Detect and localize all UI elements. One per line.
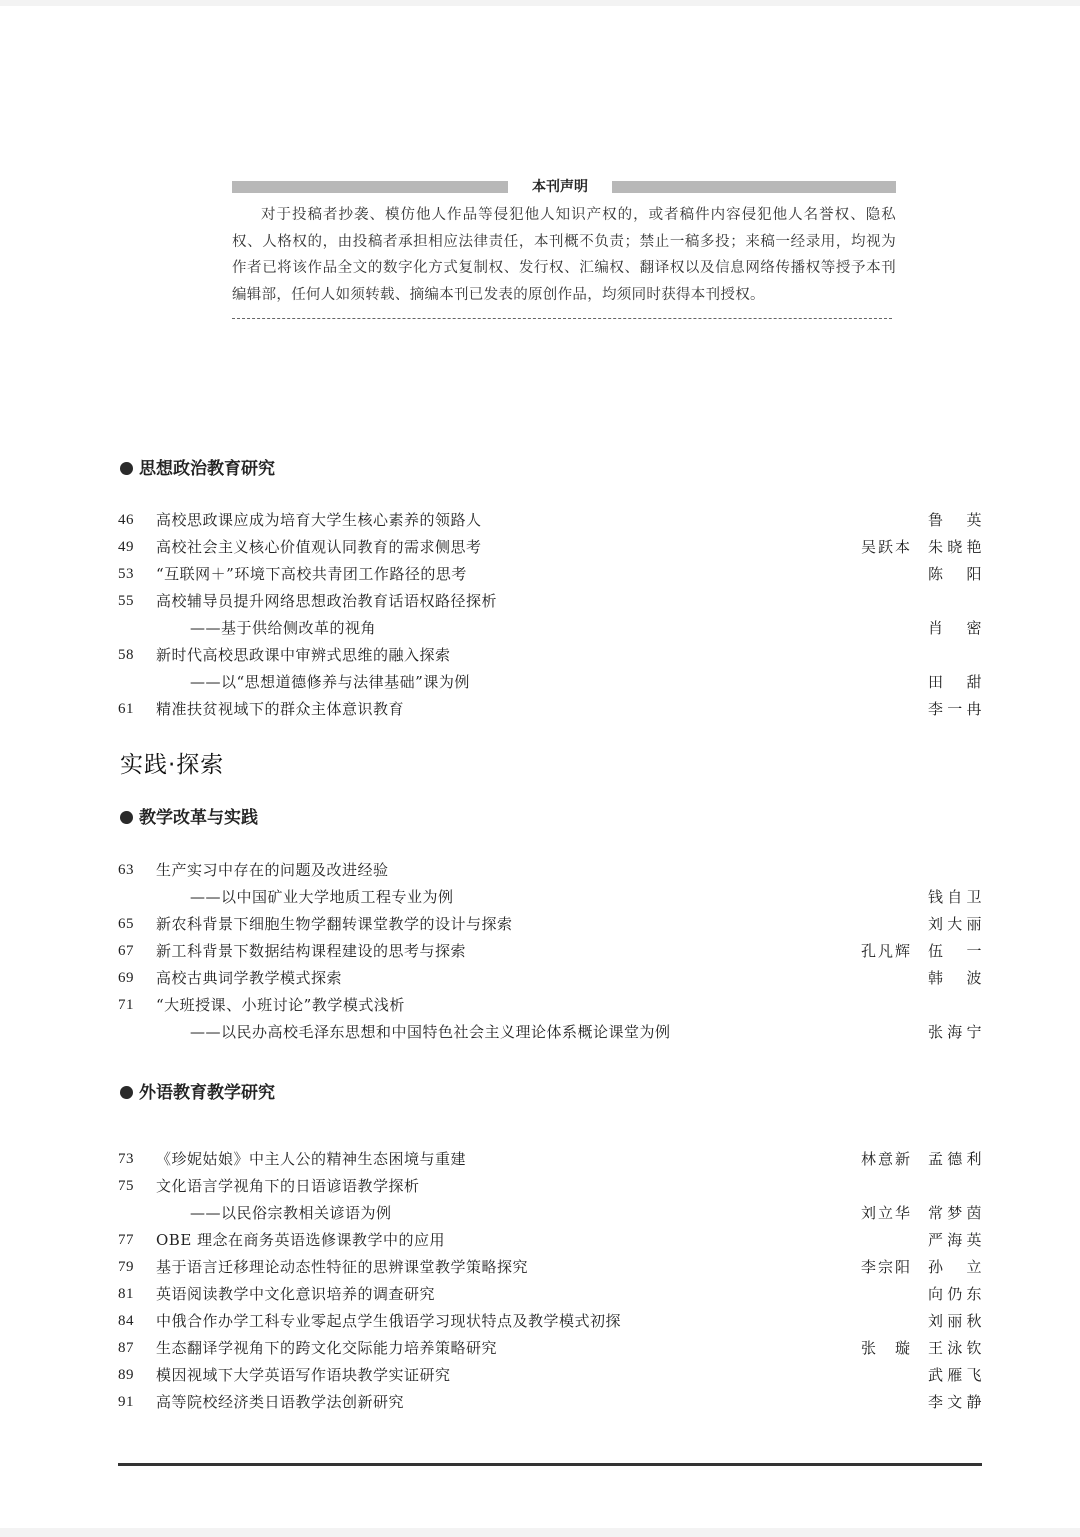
toc-entry[interactable] [118,911,982,938]
toc-entry[interactable] [118,1227,982,1254]
author: 伍 一 [928,942,982,960]
article-title: 中俄合作办学工科专业零起点学生俄语学习现状特点及教学模式初探 [156,1312,622,1330]
toc-entry[interactable] [118,965,982,992]
page-number: 65 [118,916,134,932]
section-heading-teaching-reform [120,806,258,830]
bottom-divider [118,1463,982,1466]
author: 田 甜 [928,673,982,691]
article-title: 生产实习中存在的问题及改进经验 [156,861,389,879]
page-number: 91 [118,1394,134,1410]
article-title: 高校思政课应成为培育大学生核心素养的领路人 [156,511,482,529]
journal-statement [232,176,896,319]
page-number: 71 [118,997,134,1013]
article-title: 文化语言学视角下的日语谚语教学探析 [156,1177,420,1195]
co-author: 林意新 [860,1150,912,1168]
page-number: 58 [118,647,134,663]
article-subtitle: ——以民办高校毛泽东思想和中国特色社会主义理论体系概论课堂为例 [190,1023,671,1041]
page-number: 73 [118,1151,134,1167]
article-subtitle: ——以中国矿业大学地质工程专业为例 [190,888,454,906]
article-title: 基于语言迁移理论动态性特征的思辨课堂教学策略探究 [156,1258,529,1276]
toc-entry-subtitle[interactable] [118,884,982,911]
page-top-edge [0,0,1080,6]
co-author: 张 璇 [860,1339,912,1357]
article-title: 高校社会主义核心价值观认同教育的需求侧思考 [156,538,482,556]
author: 肖 密 [928,619,982,637]
page-number: 61 [118,701,134,717]
author: 严海英 [928,1231,982,1249]
author: 李文静 [928,1393,982,1411]
article-title: 《珍妮姑娘》中主人公的精神生态困境与重建 [156,1150,467,1168]
toc-entry[interactable] [118,1389,982,1416]
toc-entry-subtitle[interactable] [118,669,982,696]
page-number: 55 [118,593,134,609]
toc-entry[interactable] [118,1281,982,1308]
toc-entry[interactable] [118,1362,982,1389]
article-title: 新时代高校思政课中审辨式思维的融入探索 [156,646,451,664]
toc-entry[interactable] [118,561,982,588]
toc-entry[interactable] [118,1146,982,1173]
page-number: 46 [118,512,134,528]
article-subtitle: ——以民俗宗教相关谚语为例 [190,1204,392,1222]
author: 常梦茵 [928,1204,982,1222]
co-author: 孔凡辉 [860,942,912,960]
column-heading: 实践·探索 [120,752,225,778]
toc-entry-subtitle[interactable] [118,615,982,642]
co-author: 刘立华 [860,1204,912,1222]
toc-entry[interactable] [118,1335,982,1362]
page-number: 84 [118,1313,134,1329]
section-heading-label: 外语教育教学研究 [139,1083,275,1103]
section-heading-label: 教学改革与实践 [139,808,258,828]
header-bar-left [232,181,508,193]
article-title: 高校古典词学教学模式探索 [156,969,343,987]
page-number: 77 [118,1232,134,1248]
bullet-icon [120,462,133,475]
author: 李一冉 [928,700,982,718]
toc-entry[interactable] [118,642,982,669]
page-number: 89 [118,1367,134,1383]
article-subtitle: ——以“思想道德修养与法律基础”课为例 [190,673,470,691]
toc-entry[interactable] [118,588,982,615]
article-title: 模因视域下大学英语写作语块教学实证研究 [156,1366,451,1384]
page-number: 63 [118,862,134,878]
article-title: “互联网＋”环境下高校共青团工作路径的思考 [156,565,467,583]
toc-entry[interactable] [118,507,982,534]
author: 武雁飞 [928,1366,982,1384]
article-title: 新农科背景下细胞生物学翻转课堂教学的设计与探索 [156,915,513,933]
page-bottom-edge [0,1528,1080,1537]
author: 朱晓艳 [928,538,982,556]
toc-entry-subtitle[interactable] [118,1200,982,1227]
article-title: “大班授课、小班讨论”教学模式浅析 [156,996,405,1014]
page-number: 75 [118,1178,134,1194]
author: 张海宁 [928,1023,982,1041]
page-number: 69 [118,970,134,986]
section-heading-label: 思想政治教育研究 [139,459,275,479]
page-number: 49 [118,539,134,555]
author: 孟德利 [928,1150,982,1168]
section-heading-ideological [120,457,275,481]
toc-entry[interactable] [118,857,982,884]
author: 陈 阳 [928,565,982,583]
co-author: 李宗阳 [860,1258,912,1276]
toc-entry[interactable] [118,696,982,723]
article-title: 英语阅读教学中文化意识培养的调查研究 [156,1285,436,1303]
section-heading-foreign-language [120,1081,275,1105]
author: 钱自卫 [928,888,982,906]
toc-entry[interactable] [118,1308,982,1335]
dashed-divider [232,318,892,319]
page-number: 53 [118,566,134,582]
article-title: 生态翻译学视角下的跨文化交际能力培养策略研究 [156,1339,498,1357]
toc-entry[interactable] [118,534,982,561]
article-title: 精准扶贫视域下的群众主体意识教育 [156,700,405,718]
statement-header [232,176,896,198]
statement-body: 对于投稿者抄袭、模仿他人作品等侵犯他人知识产权的，或者稿件内容侵犯他人名誉权、隐私权、人格权的，由投稿者承担相应法律责任，本刊概不负责；禁止一稿多投；来稿一经录用，均视为作者已将该作品全文的数字化方式复制权、发行权、汇编权、翻译权以及信息网络传播权等授予本刊编辑部，任何人如须转载、摘编本刊已发表的原创作品，均须同时获得本刊授权。 [232,207,896,303]
page-number: 67 [118,943,134,959]
bullet-icon [120,1086,133,1099]
author: 王泳钦 [928,1339,982,1357]
statement-title: 本刊声明 [532,179,588,195]
author: 孙 立 [928,1258,982,1276]
article-title: 新工科背景下数据结构课程建设的思考与探索 [156,942,467,960]
bullet-icon [120,811,133,824]
toc-entry[interactable] [118,992,982,1019]
co-author: 吴跃本 [860,538,912,556]
toc-entry[interactable] [118,1254,982,1281]
author: 鲁 英 [928,511,982,529]
author: 向仍东 [928,1285,982,1303]
toc-entry-subtitle[interactable] [118,1019,982,1046]
page-number: 81 [118,1286,134,1302]
page-number: 79 [118,1259,134,1275]
author: 刘丽秋 [928,1312,982,1330]
header-bar-right [612,181,896,193]
page-number: 87 [118,1340,134,1356]
toc-entry[interactable] [118,1173,982,1200]
author: 韩 波 [928,969,982,987]
article-title: OBE 理念在商务英语选修课教学中的应用 [156,1231,446,1249]
author: 刘大丽 [928,915,982,933]
toc-entry[interactable] [118,938,982,965]
article-title: 高校辅导员提升网络思想政治教育话语权路径探析 [156,592,498,610]
article-subtitle: ——基于供给侧改革的视角 [190,619,377,637]
article-title: 高等院校经济类日语教学法创新研究 [156,1393,405,1411]
